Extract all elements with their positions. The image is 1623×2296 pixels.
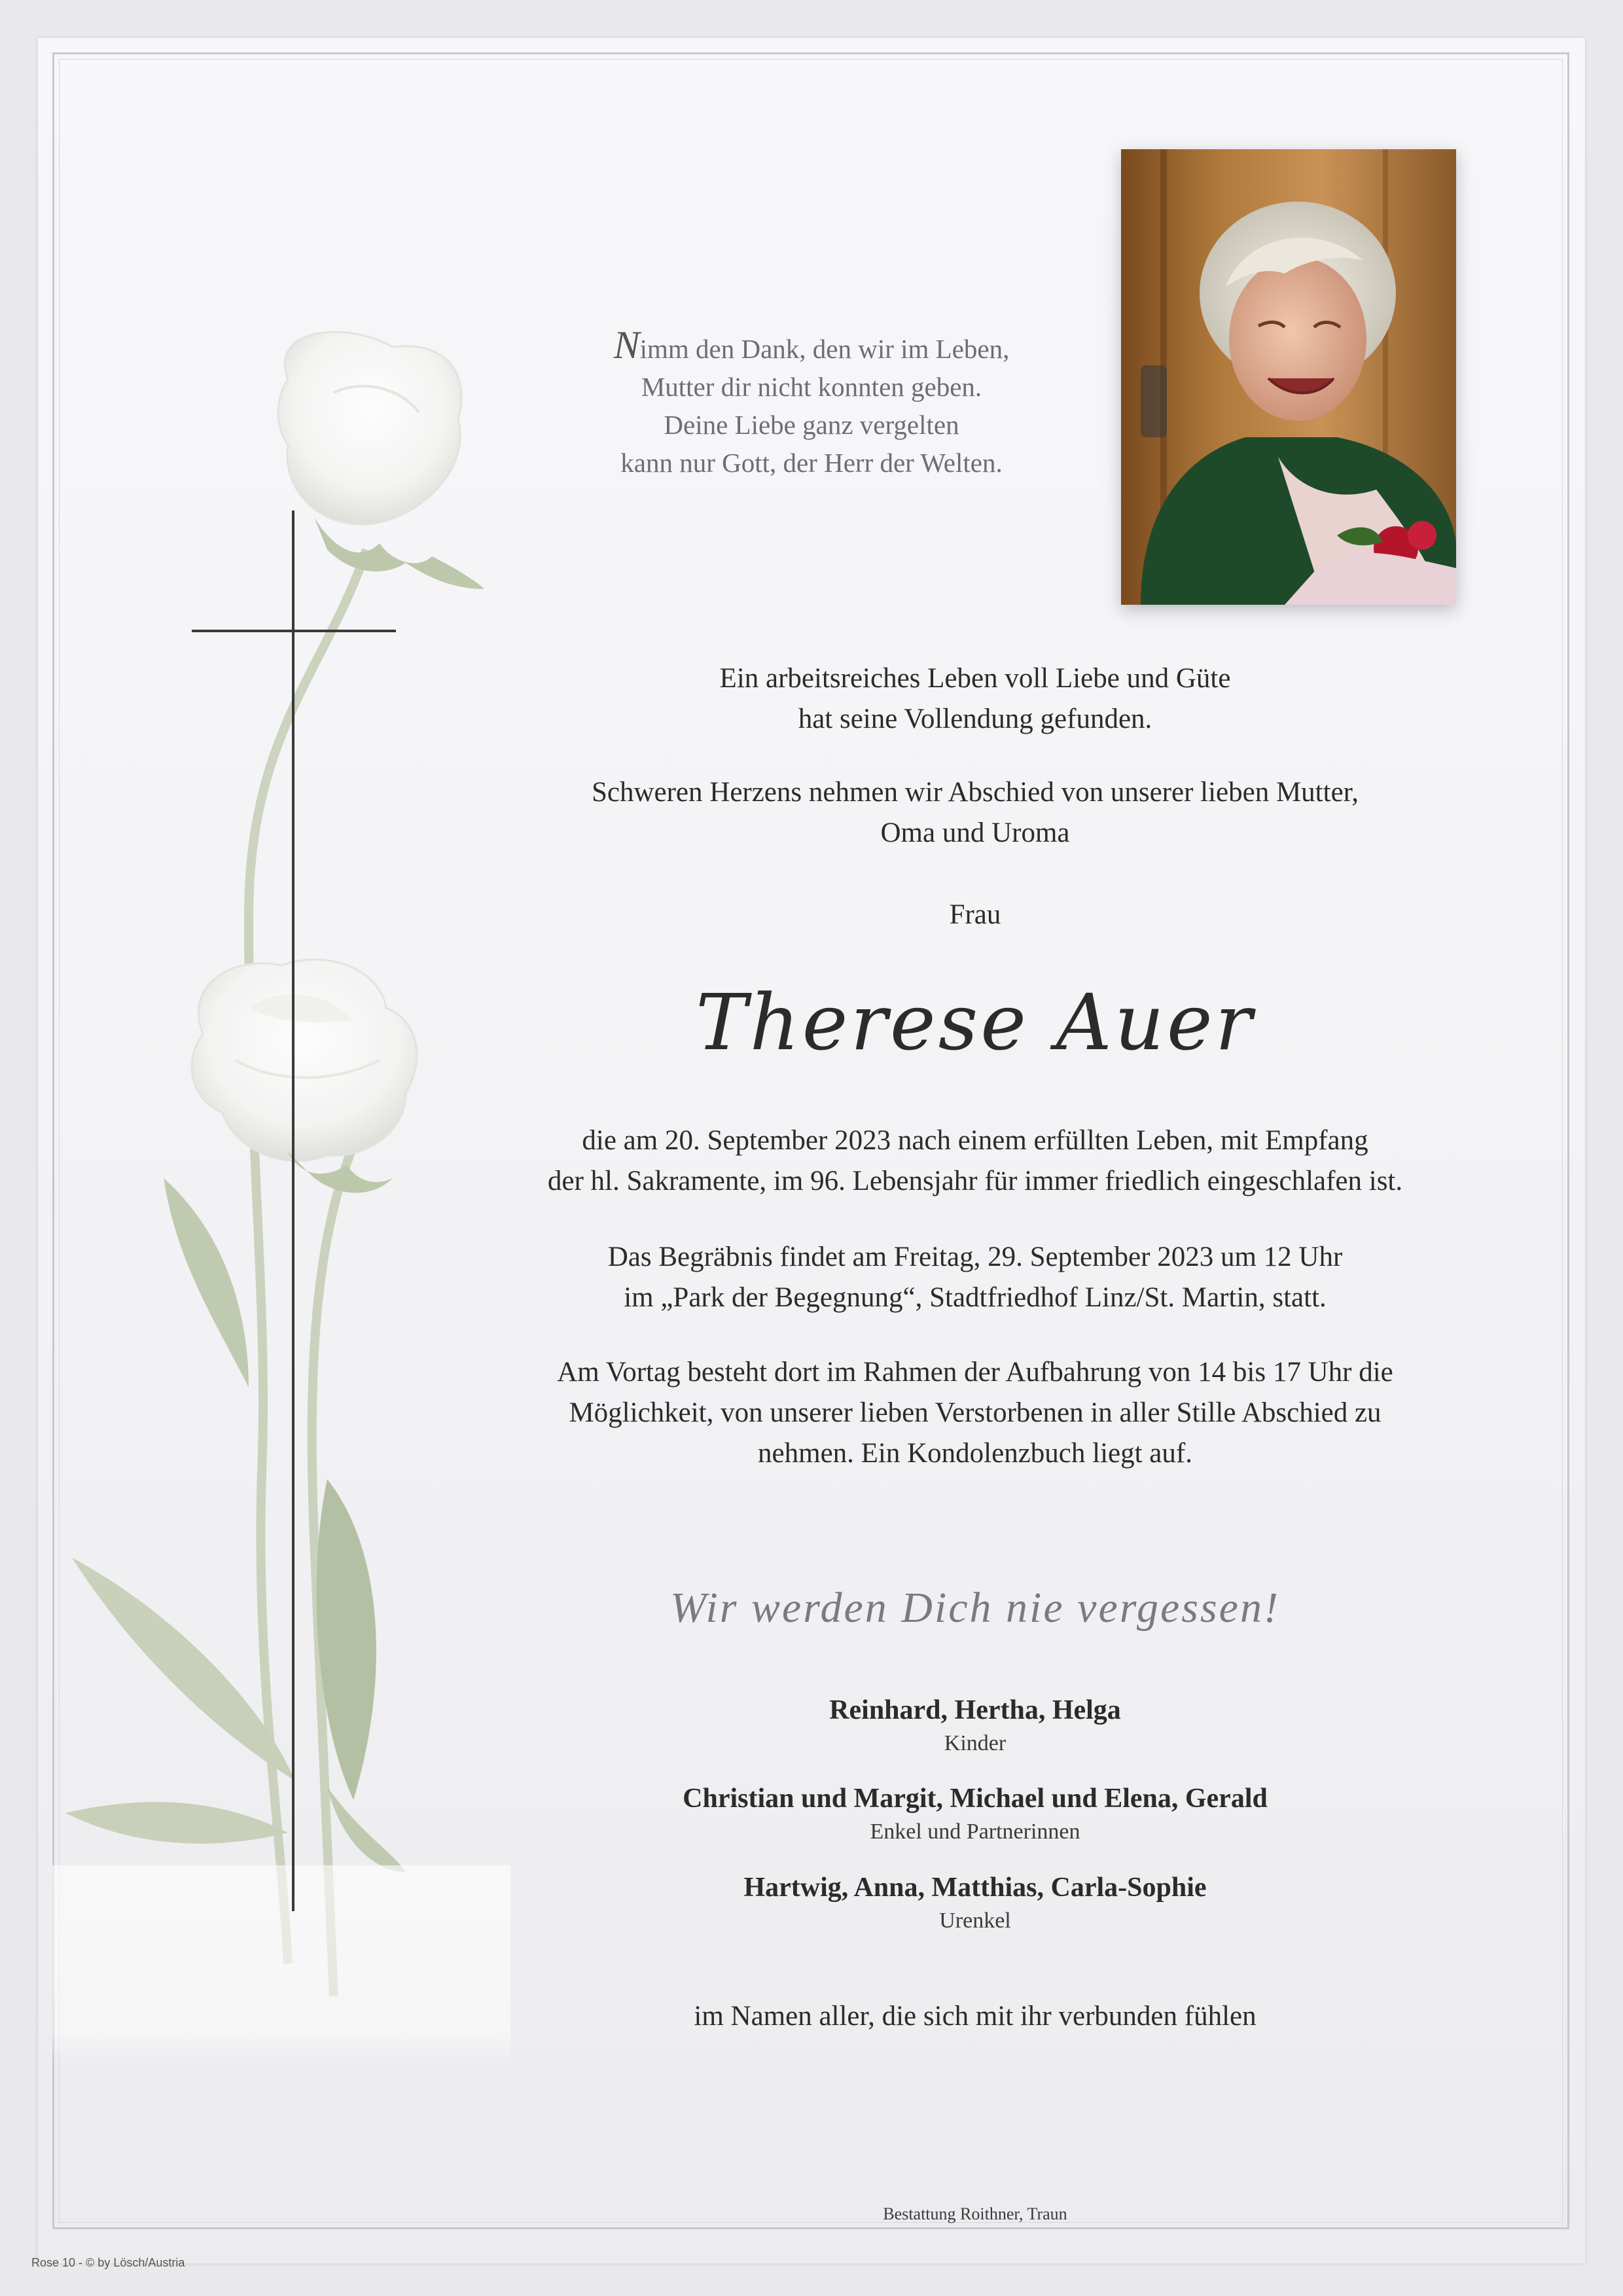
funeral-details xyxy=(484,1237,1466,1318)
funeral-line-1: Das Begräbnis findet am Freitag, 29. September 2023 um 12 Uhr xyxy=(607,1242,1343,1272)
family-role: Enkel und Partnerinnen xyxy=(870,1820,1080,1844)
family-group-great-grandchildren xyxy=(484,1869,1466,1936)
poem-initial-letter: N xyxy=(613,323,640,367)
viewing-line-2: Möglichkeit, von unserer lieben Verstorbenen in aller Stille Abschied zu xyxy=(569,1397,1382,1428)
poem-line-2: Mutter dir nicht konnten geben. xyxy=(641,372,982,402)
cross-horizontal-bar xyxy=(192,630,396,632)
family-names: Christian und Margit, Michael und Elena, Gerald xyxy=(683,1784,1268,1814)
family-names: Reinhard, Hertha, Helga xyxy=(829,1695,1121,1725)
intro-line-1: Ein arbeitsreiches Leben voll Liebe und Güte xyxy=(719,663,1231,694)
memorial-motto: Wir werden Dich nie vergessen! xyxy=(670,1584,1280,1632)
poem-line-1-text: imm den Dank, den wir im Leben, xyxy=(639,334,1010,364)
family-group-children xyxy=(484,1692,1466,1759)
family-role: Kinder xyxy=(944,1731,1007,1755)
closing-line: im Namen aller, die sich mit ihr verbunden fühlen xyxy=(694,2001,1257,2032)
poem-line-3: Deine Liebe ganz vergelten xyxy=(664,410,959,440)
farewell-line-1: Schweren Herzens nehmen wir Abschied von unserer lieben Mutter, xyxy=(591,777,1359,808)
funeral-line-2: im „Park der Begegnung“, Stadtfriedhof Linz/St. Martin, statt. xyxy=(624,1282,1327,1313)
portrait-photo xyxy=(1121,149,1456,605)
viewing-line-3: nehmen. Ein Kondolenzbuch liegt auf. xyxy=(758,1438,1192,1469)
viewing-details xyxy=(484,1352,1466,1474)
family-role: Urenkel xyxy=(939,1909,1011,1933)
death-notice-line-2: der hl. Sakramente, im 96. Lebensjahr für immer friedlich eingeschlafen ist. xyxy=(547,1166,1403,1196)
death-notice xyxy=(484,1121,1466,1202)
salutation: Frau xyxy=(949,899,1001,930)
cross-vertical-bar xyxy=(292,511,294,1911)
family-group-grandchildren xyxy=(484,1780,1466,1847)
memorial-poem xyxy=(537,323,1086,482)
family-names: Hartwig, Anna, Matthias, Carla-Sophie xyxy=(743,1873,1207,1903)
intro-text xyxy=(484,658,1466,740)
poem-line-1 xyxy=(537,323,1086,368)
white-rose-illustration xyxy=(52,327,510,2062)
death-notice-line-1: die am 20. September 2023 nach einem erfüllten Leben, mit Empfang xyxy=(582,1125,1368,1156)
farewell-text xyxy=(484,772,1466,853)
farewell-line-2: Oma und Uroma xyxy=(880,817,1070,848)
undertaker-credit: Bestattung Roithner, Traun xyxy=(883,2204,1067,2223)
template-copyright: Rose 10 - © by Lösch/Austria xyxy=(31,2256,185,2269)
intro-line-2: hat seine Vollendung gefunden. xyxy=(798,704,1152,734)
viewing-line-1: Am Vortag besteht dort im Rahmen der Aufbahrung von 14 bis 17 Uhr die xyxy=(557,1357,1393,1388)
deceased-name: Therese Auer xyxy=(695,977,1255,1067)
poem-line-4: kann nur Gott, der Herr der Welten. xyxy=(620,448,1003,478)
